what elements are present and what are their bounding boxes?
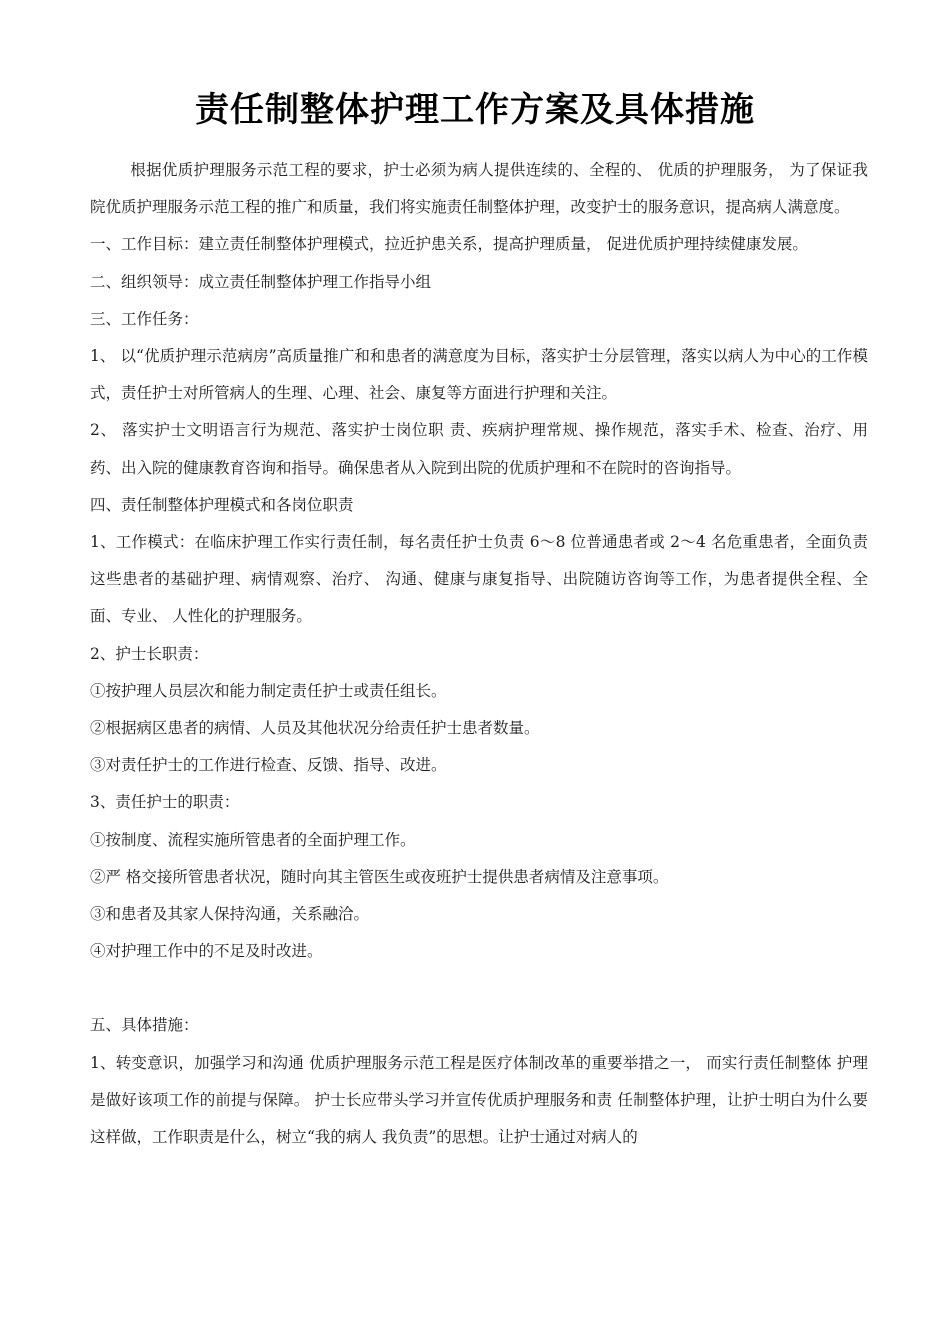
- section-mode-heading: 四、责任制整体护理模式和各岗位职责: [90, 495, 354, 514]
- section-measures-heading: 五、具体措施：: [90, 1016, 199, 1035]
- head-nurse-duties-heading: 2、护士长职责：: [90, 644, 209, 663]
- primary-nurse-duties-heading: 3、责任护士的职责：: [90, 793, 240, 812]
- intro-paragraph: 根据优质护理服务示范工程的要求，护士必须为病人提供连续的、全程的、 优质的护理服务， 为了保证我院优质护理服务示范工程的推广和质量，我们将实施责任制整体护理，改变护士的服务意识，提高病人满意度。: [90, 161, 868, 217]
- head-nurse-duty-3: ③对责任护士的工作进行检查、反馈、指导、改进。: [90, 756, 447, 775]
- primary-nurse-duty-2: ②严 格交接所管患者状况，随时向其主管医生或夜班护士提供患者病情及注意事项。: [90, 867, 669, 886]
- section-tasks-heading: 三、工作任务：: [90, 309, 199, 328]
- head-nurse-duty-2: ②根据病区患者的病情、人员及其他状况分给责任护士患者数量。: [90, 719, 540, 738]
- section-goal: 一、工作目标：建立责任制整体护理模式，拉近护患关系，提高护理质量， 促进优质护理持续健康发展。: [90, 235, 808, 254]
- document-body: [90, 152, 868, 1156]
- work-mode-paragraph: 1、工作模式：在临床护理工作实行责任制，每名责任护士负责 6～8 位普通患者或 2～4 名危重患者，全面负责这些患者的基础护理、病情观察、治疗、 沟通、健康与康复指导、出院随访咨询等工作，为患者提供全程、全面、专业、 人性化的护理服务。: [90, 533, 868, 626]
- head-nurse-duty-1: ①按护理人员层次和能力制定责任护士或责任组长。: [90, 681, 447, 700]
- primary-nurse-duty-4: ④对护理工作中的不足及时改进。: [90, 942, 323, 961]
- task-item-1: 1、 以“优质护理示范病房”高质量推广和和患者的满意度为目标，落实护士分层管理，落实以病人为中心的工作模式，责任护士对所管病人的生理、心理、社会、康复等方面进行护理和关注。: [90, 347, 868, 403]
- primary-nurse-duty-3: ③和患者及其家人保持沟通，关系融洽。: [90, 905, 370, 924]
- measure-item-1: 1、转变意识，加强学习和沟通 优质护理服务示范工程是医疗体制改革的重要举措之一， 而实行责任制整体 护理是做好该项工作的前提与保障。 护士长应带头学习并宣传优质护理服务和责 任制整体护理，让护士明白为什么要这样做，工作职责是什么，树立“我的病人 我负责”的思想。让护士通过对病人的: [90, 1053, 868, 1147]
- primary-nurse-duty-1: ①按制度、流程实施所管患者的全面护理工作。: [90, 830, 416, 849]
- blank-line: [90, 970, 868, 1007]
- document-title: 责任制整体护理工作方案及具体措施: [195, 90, 755, 130]
- section-organization: 二、组织领导：成立责任制整体护理工作指导小组: [90, 272, 432, 291]
- task-item-2: 2、 落实护士文明语言行为规范、落实护士岗位职 责、疾病护理常规、操作规范，落实手术、检查、治疗、用药、出入院的健康教育咨询和指导。确保患者从入院到出院的优质护理和不在院时的咨询指导。: [90, 421, 868, 477]
